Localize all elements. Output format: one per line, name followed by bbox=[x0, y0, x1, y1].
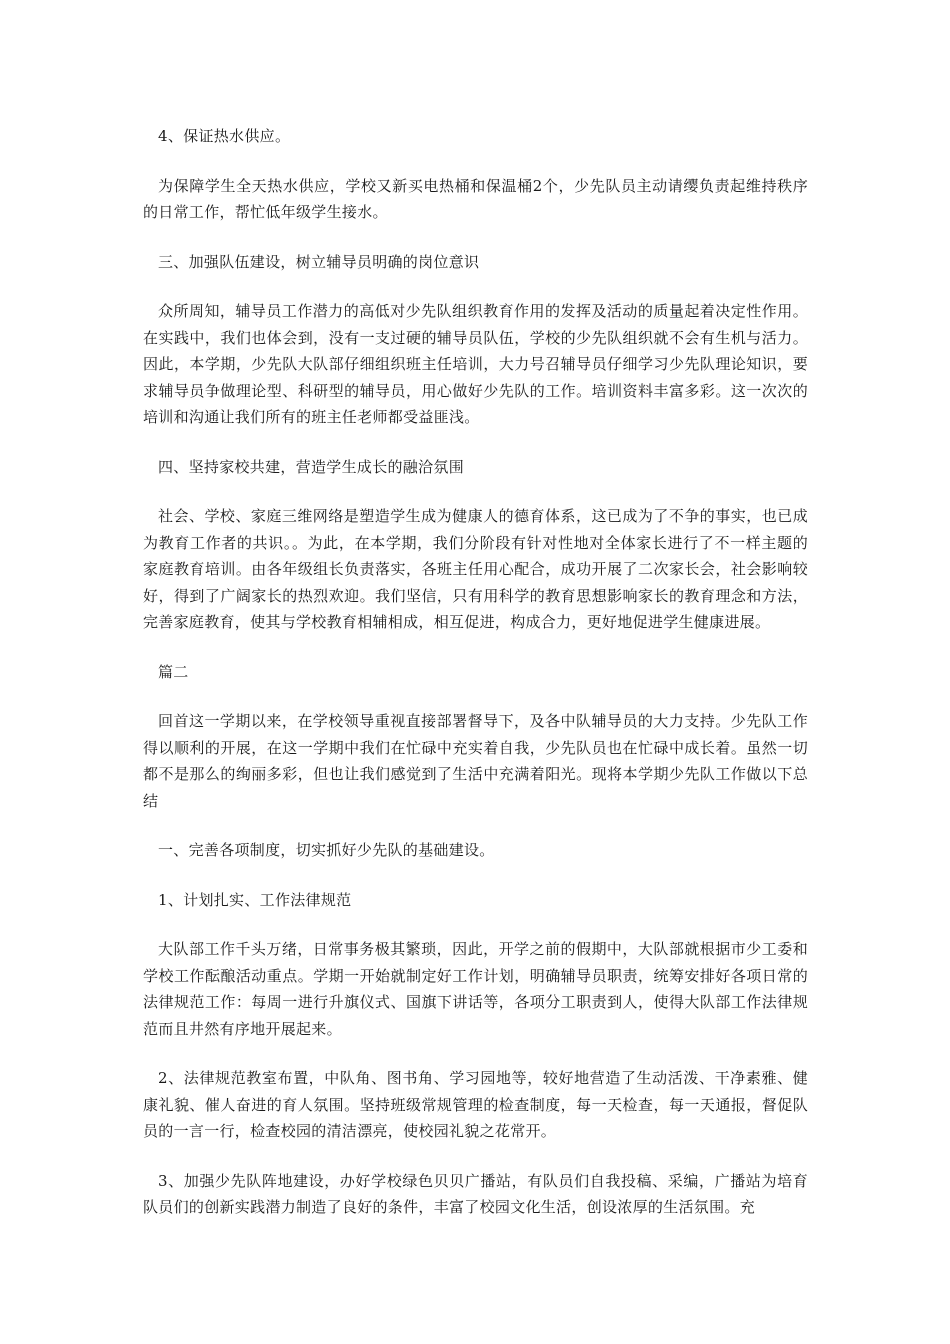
paragraph-hot-water-body: 为保障学生全天热水供应，学校又新买电热桶和保温桶2个，少先队员主动请缨负责起维持秩序的日常工作，帮忙低年级学生接水。 bbox=[143, 176, 808, 221]
paragraph-team-building-body: 众所周知，辅导员工作潜力的高低对少先队组织教育作用的发挥及活动的质量起着决定性作用。在实践中，我们也体会到，没有一支过硬的辅导员队伍，学校的少先队组织就不会有生机与活力。因此，本学期，少先队大队部仔细组织班主任培训，大力号召辅导员仔细学习少先队理论知识，要求辅导员争做理论型、科研型的辅导员，用心做好少先队的工作。培训资料丰富多彩。这一次次的培训和沟通让我们所有的班主任老师都受益匪浅。 bbox=[143, 302, 808, 426]
section-heading-team-building: 三、加强队伍建设，树立辅导员明确的岗位意识 bbox=[158, 252, 480, 271]
paragraph-planning-body: 大队部工作千头万绪，日常事务极其繁琐，因此，开学之前的假期中，大队部就根据市少工委和学校工作酝酿活动重点。学期一开始就制定好工作计划，明确辅导员职责，统筹安排好各项日常的法律规范工作：每周一进行升旗仪式、国旗下讲话等，各项分工职责到人，使得大队部工作法律规范而且井然有序地开展起来。 bbox=[143, 940, 808, 1038]
chapter-heading-part-two: 篇二 bbox=[158, 662, 189, 681]
paragraph-review-intro: 回首这一学期以来，在学校领导重视直接部署督导下，及各中队辅导员的大力支持。少先队工作得以顺利的开展，在这一学期中我们在忙碌中充实着自我，少先队员也在忙碌中成长着。虽然一切都不是那么的绚丽多彩，但也让我们感觉到了生活中充满着阳光。现将本学期少先队工作做以下总结 bbox=[143, 712, 808, 810]
section-heading-systems: 一、完善各项制度，切实抓好少先队的基础建设。 bbox=[158, 841, 495, 859]
subheading-planning: 1、计划扎实、工作法律规范 bbox=[158, 890, 352, 909]
document-body bbox=[143, 123, 808, 1221]
paragraph-hot-water-heading: 4、保证热水供应。 bbox=[158, 127, 291, 145]
section-heading-home-school: 四、坚持家校共建，营造学生成长的融洽氛围 bbox=[158, 457, 465, 476]
paragraph-home-school-body: 社会、学校、家庭三维网络是塑造学生成为健康人的德育体系，这已成为了不争的事实，也已成为教育工作者的共识。。为此，在本学期，我们分阶段有针对性地对全体家长进行了不一样主题的家庭教育培训。由各年级组长负责落实，各班主任用心配合，成功开展了二次家长会，社会影响较好，得到了广阔家长的热烈欢迎。我们坚信，只有用科学的教育思想影响家长的教育理念和方法，完善家庭教育，使其与学校教育相辅相成，相互促进，构成合力，更好地促进学生健康进展。 bbox=[143, 507, 808, 631]
paragraph-broadcast-station: 3、加强少先队阵地建设，办好学校绿色贝贝广播站，有队员们自我投稿、采编，广播站为培育队员们的创新实践潜力制造了良好的条件，丰富了校园文化生活，创设浓厚的生活氛围。充 bbox=[143, 1171, 808, 1216]
paragraph-classroom-layout: 2、法律规范教室布置，中队角、图书角、学习园地等，较好地营造了生动活泼、干净素雅、健康礼貌、催人奋进的育人氛围。坚持班级常规管理的检查制度，每一天检查，每一天通报，督促队员的一言一行，检查校园的清洁漂亮，使校园礼貌之花常开。 bbox=[143, 1069, 808, 1140]
